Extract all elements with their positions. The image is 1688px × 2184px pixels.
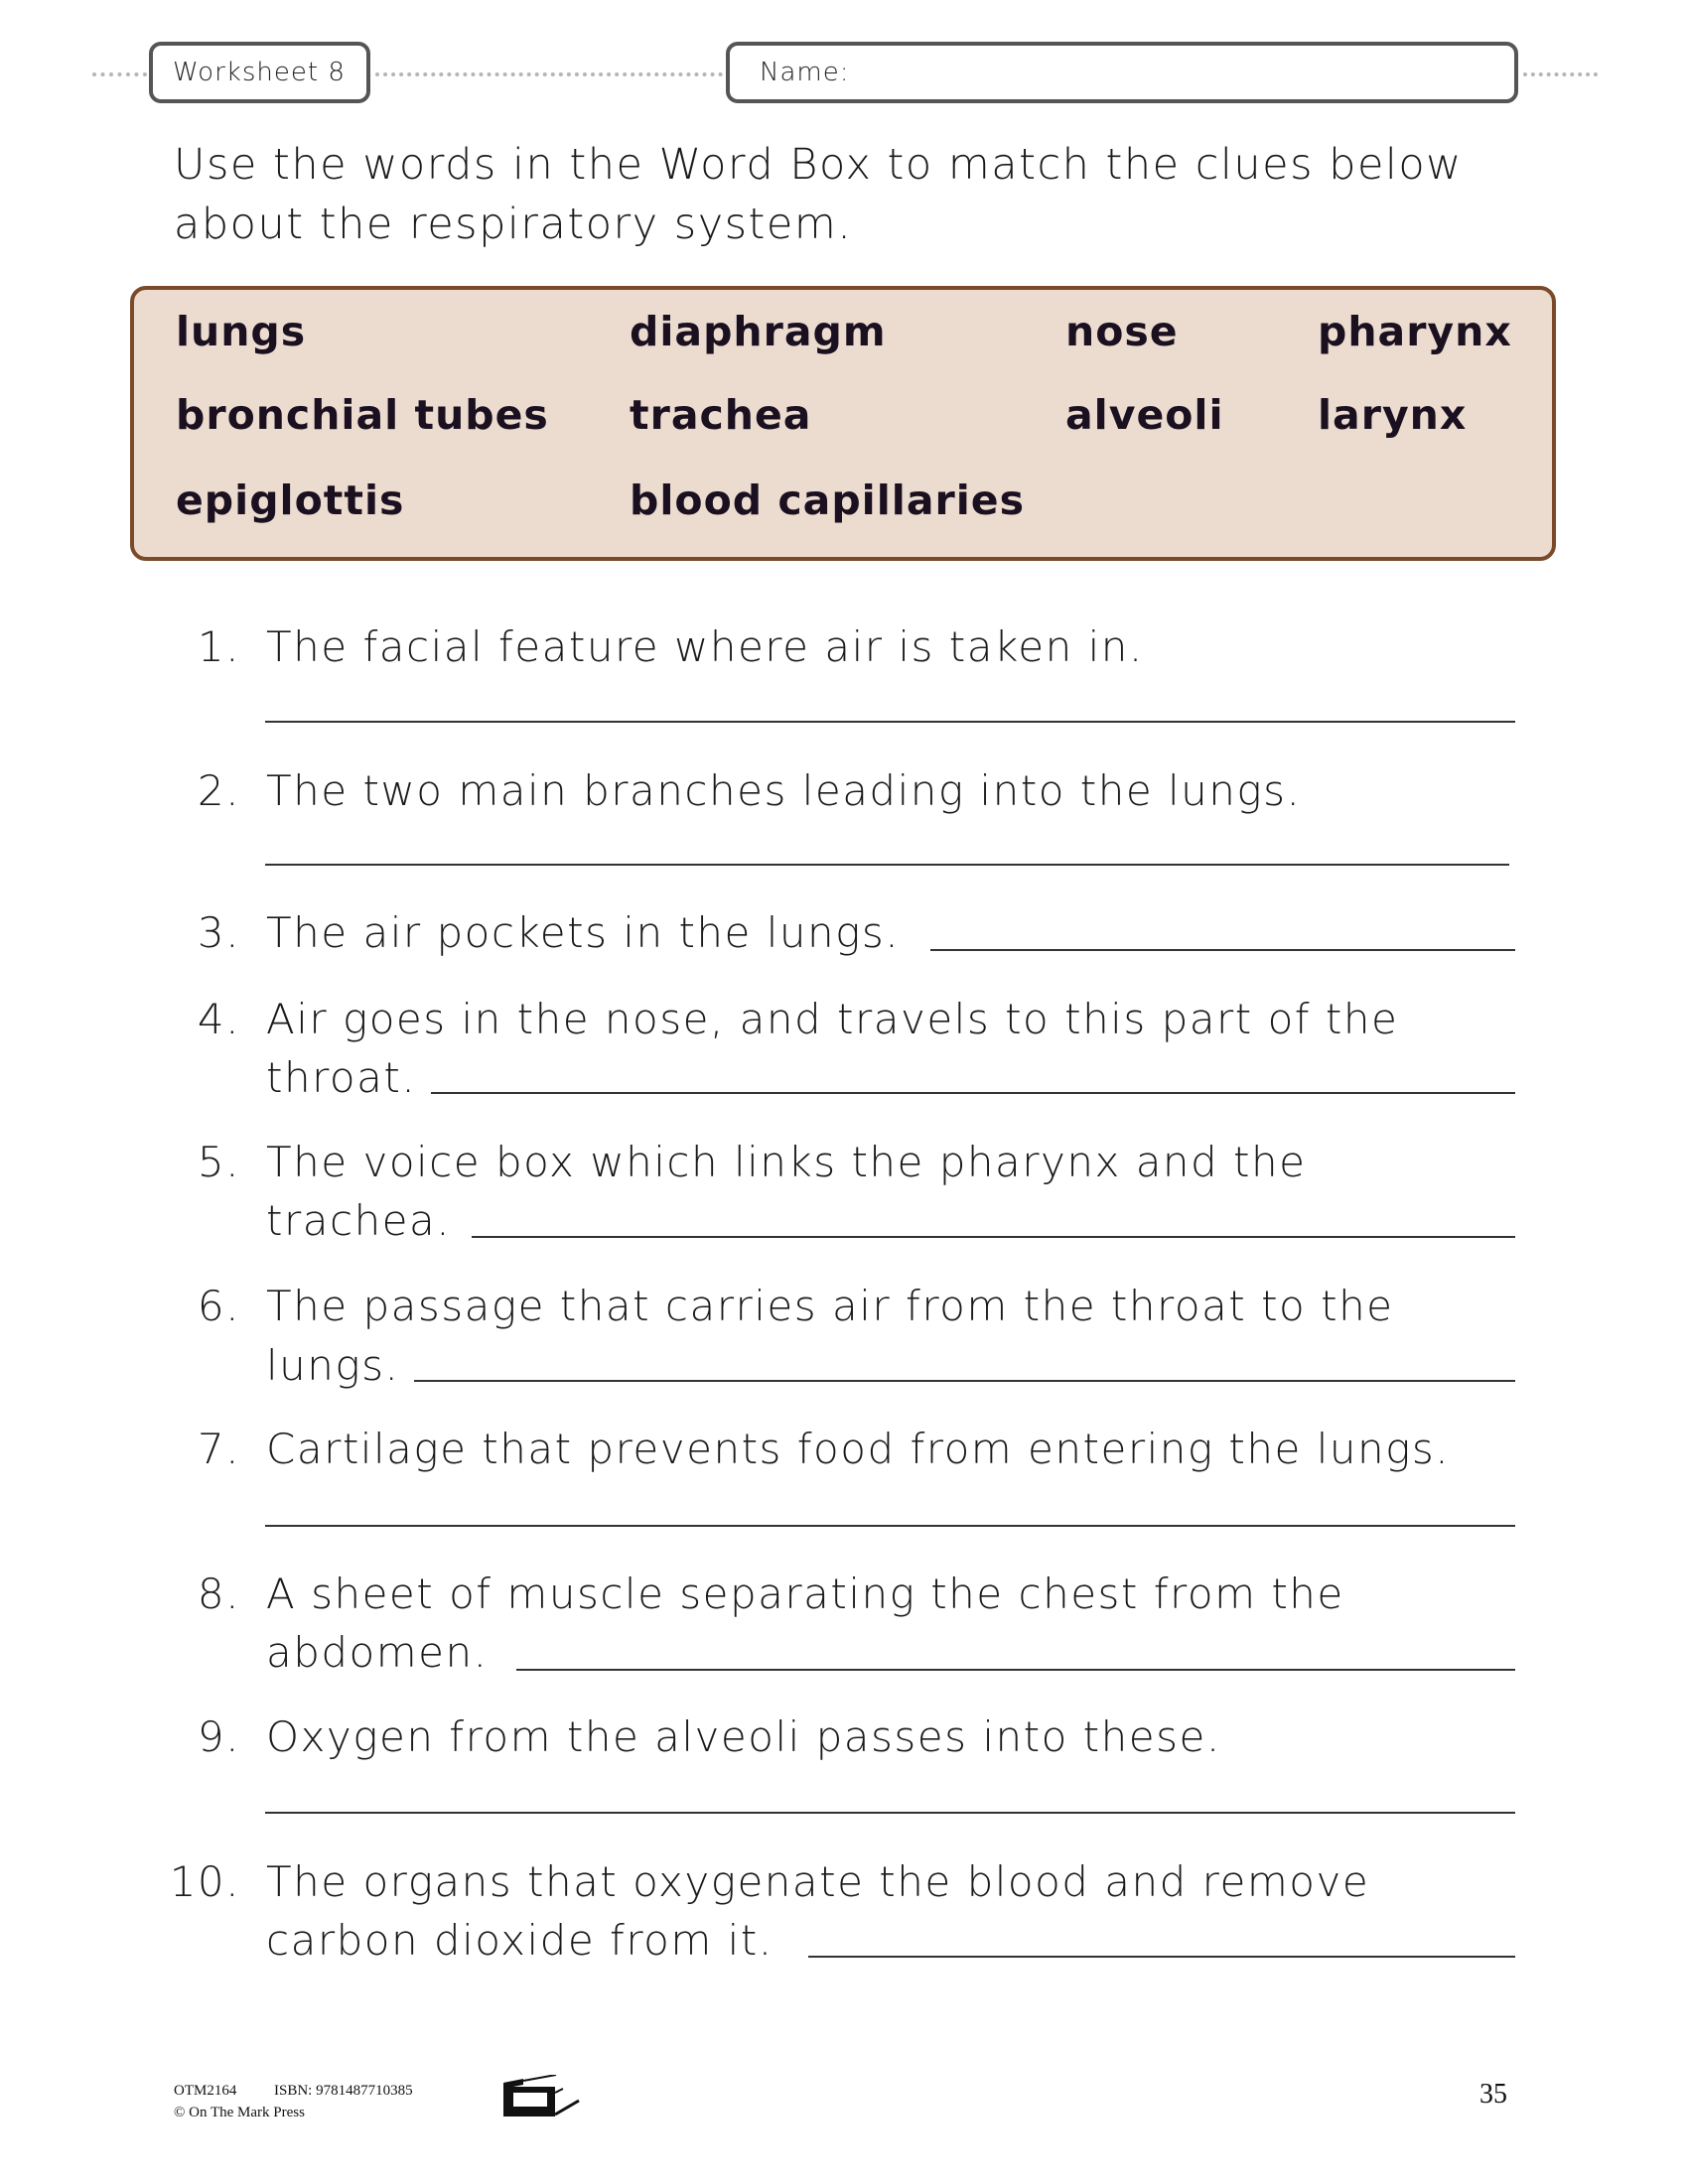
word-box-item: epiglottis	[176, 477, 405, 524]
isbn: ISBN: 9781487710385	[274, 2083, 413, 2099]
instructions-line-1: Use the words in the Word Box to match the clues below	[174, 140, 1463, 190]
question-text: carbon dioxide from it.	[266, 1916, 774, 1965]
question-text: The air pockets in the lungs.	[266, 908, 901, 957]
product-code: OTM2164	[174, 2083, 237, 2099]
question-text: The facial feature where air is taken in.	[266, 622, 1144, 671]
question-number: 4.	[197, 995, 240, 1043]
word-box-item: nose	[1065, 308, 1179, 355]
page-number: 35	[1479, 2079, 1507, 2110]
word-box-item: trachea	[630, 391, 812, 439]
word-box-item: alveoli	[1065, 391, 1224, 439]
instructions	[174, 135, 1544, 254]
answer-line-6[interactable]	[414, 1380, 1515, 1382]
word-box-item: pharynx	[1318, 308, 1512, 355]
question-text: trachea.	[266, 1196, 452, 1245]
question-text: The organs that oxygenate the blood and remove	[266, 1857, 1370, 1906]
question-number: 8.	[197, 1570, 240, 1618]
question-number: 7.	[197, 1425, 240, 1473]
header-dots-right	[1523, 72, 1598, 76]
question-text: Cartilage that prevents food from entering the lungs.	[266, 1425, 1451, 1473]
word-box-item: blood capillaries	[630, 477, 1025, 524]
photocopier-icon	[501, 2075, 581, 2119]
answer-line-9[interactable]	[265, 1812, 1515, 1814]
question-text: The passage that carries air from the throat to the	[266, 1282, 1394, 1330]
question-number: 6.	[197, 1282, 240, 1330]
answer-line-8[interactable]	[516, 1669, 1515, 1671]
answer-line-7[interactable]	[265, 1525, 1515, 1527]
word-box-item: lungs	[176, 308, 307, 355]
answer-line-10[interactable]	[808, 1956, 1515, 1958]
question-text: A sheet of muscle separating the chest from the	[266, 1570, 1344, 1618]
question-number: 5.	[197, 1138, 240, 1186]
question-number: 1.	[197, 622, 240, 671]
answer-line-3[interactable]	[930, 949, 1515, 951]
answer-line-2[interactable]	[265, 864, 1509, 866]
name-field[interactable]	[726, 42, 1518, 103]
header-dots-middle	[375, 72, 723, 76]
question-number: 9.	[197, 1712, 240, 1761]
question-text: The voice box which links the pharynx and the	[266, 1138, 1307, 1186]
word-box-item: diaphragm	[630, 308, 887, 355]
answer-line-4[interactable]	[431, 1092, 1515, 1094]
answer-line-5[interactable]	[472, 1236, 1515, 1238]
question-text: Air goes in the nose, and travels to this part of the	[266, 995, 1399, 1043]
question-text: abdomen.	[266, 1628, 489, 1677]
name-label: Name:	[760, 58, 850, 87]
question-number: 3.	[197, 908, 240, 957]
answer-line-1[interactable]	[265, 721, 1515, 723]
question-text: throat.	[266, 1053, 417, 1102]
word-box-item: larynx	[1318, 391, 1468, 439]
worksheet-label: Worksheet 8	[173, 58, 346, 87]
copyright: © On The Mark Press	[174, 2105, 305, 2120]
worksheet-label-box	[149, 42, 370, 103]
question-text: Oxygen from the alveoli passes into these.	[266, 1712, 1221, 1761]
question-text: The two main branches leading into the lungs.	[266, 766, 1302, 815]
question-number: 10.	[169, 1857, 240, 1906]
header-dots-left	[92, 72, 147, 76]
question-number: 2.	[197, 766, 240, 815]
instructions-line-2: about the respiratory system.	[174, 200, 853, 249]
word-box-item: bronchial tubes	[176, 391, 549, 439]
question-text: lungs.	[266, 1341, 400, 1390]
